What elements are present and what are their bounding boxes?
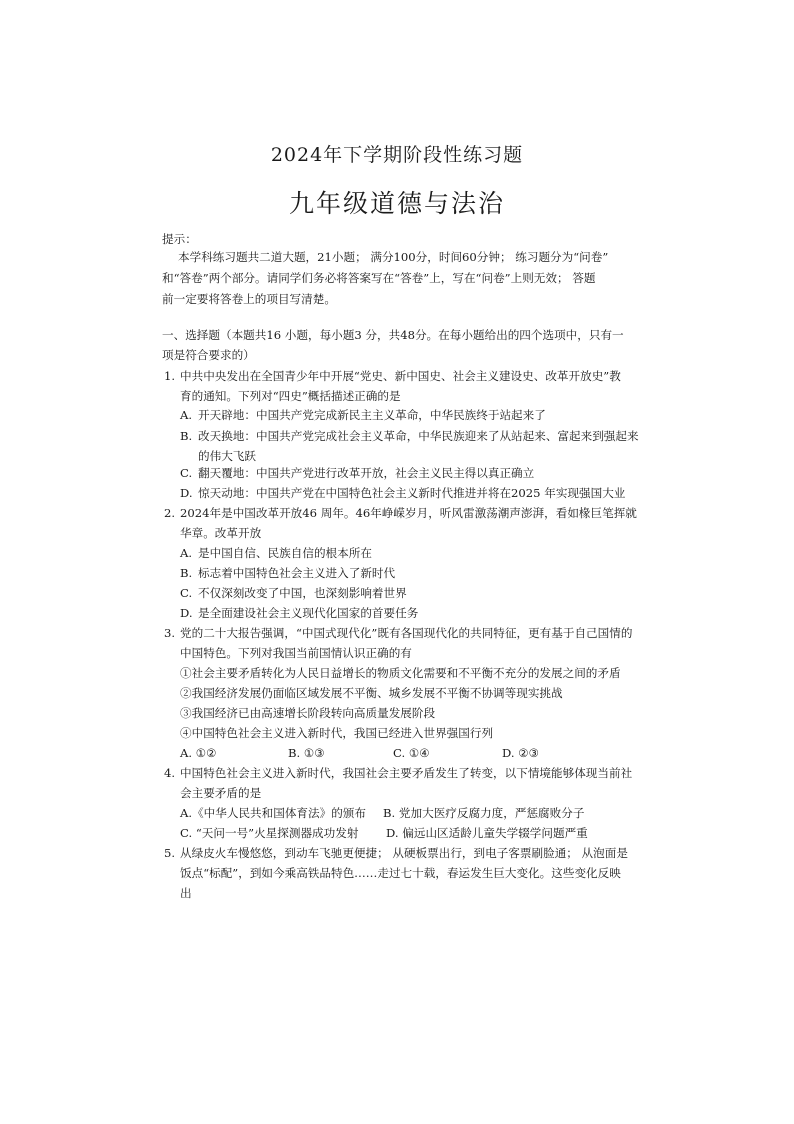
option-b: B. 标志着中国特色社会主义进入了新时代 bbox=[180, 566, 396, 580]
question-number: 2. bbox=[164, 506, 176, 520]
option-b: B. 改天换地：中国共产党完成社会主义革命，中华民族迎来了从站起来、富起来到强起来 bbox=[180, 429, 639, 443]
question-number: 4. bbox=[164, 766, 176, 780]
option-a: A.《中华人民共和国体育法》的颁布 bbox=[180, 806, 366, 820]
question-stem: 华章。改革开放 bbox=[180, 526, 262, 540]
option-b: B. 党加大医疗反腐力度，严惩腐败分子 bbox=[383, 806, 585, 820]
option-d: D. 是全面建设社会主义现代化国家的首要任务 bbox=[180, 606, 419, 620]
question-stem: 育的通知。下列对“四史”概括描述正确的是 bbox=[180, 389, 401, 403]
option-c: C. 翻天覆地：中国共产党进行改革开放，社会主义民主得以真正确立 bbox=[180, 466, 535, 480]
option-b: B. ①③ bbox=[288, 746, 325, 760]
question-1 bbox=[164, 366, 621, 386]
question-number: 1. bbox=[164, 369, 176, 383]
option-c: C. ①④ bbox=[393, 746, 430, 760]
exam-title: 2024年下学期阶段性练习题 bbox=[270, 144, 524, 166]
hint-line: 前一定要将答卷上的项目写清楚。 bbox=[162, 292, 336, 306]
question-stem: 饭点“标配”，到如今乘高铁品特色……走过七十载，春运发生巨大变化。这些变化反映 bbox=[180, 866, 621, 880]
option-c: C. 不仅深刻改变了中国，也深刻影响着世界 bbox=[180, 586, 407, 600]
subject-title: 九年级道德与法治 bbox=[288, 189, 505, 218]
question-stem: 出 bbox=[180, 886, 192, 900]
statement-item: ④中国特色社会主义进入新时代，我国已经进入世界强国行列 bbox=[180, 726, 494, 740]
option-d: D. 偏远山区适龄儿童失学辍学问题严重 bbox=[386, 826, 588, 840]
option-b-cont: 的伟大飞跃 bbox=[198, 449, 256, 463]
question-stem: 党的二十大报告强调，“中国式现代化”既有各国现代化的共同特征，更有基于自己国情的 bbox=[180, 626, 633, 640]
option-d: D. ②③ bbox=[502, 746, 540, 760]
option-a: A. 是中国自信、民族自信的根本所在 bbox=[180, 546, 372, 560]
question-3 bbox=[164, 623, 632, 643]
question-stem: 中共中央发出在全国青少年中开展“党史、新中国史、社会主义建设史、改革开放史”教 bbox=[180, 369, 621, 383]
question-stem: 从绿皮火车慢悠悠，到动车飞驰更便捷； 从硬板票出行，到电子客票刷脸通； 从泡面是 bbox=[180, 846, 628, 860]
statement-item: ②我国经济发展仍面临区域发展不平衡、城乡发展不平衡不协调等现实挑战 bbox=[180, 686, 563, 700]
question-number: 3. bbox=[164, 626, 176, 640]
option-c: C. “天问一号”火星探测器成功发射 bbox=[180, 826, 359, 840]
question-stem: 中国特色。下列对我国当前国情认识正确的有 bbox=[180, 646, 412, 660]
hint-line: 本学科练习题共二道大题，21小题； 满分100分，时间60分钟； 练习题分为“问卷” bbox=[178, 250, 609, 264]
hint-label: 提示： bbox=[162, 232, 197, 246]
section-heading: 项是符合要求的） bbox=[162, 348, 255, 362]
question-stem: 会主要矛盾的是 bbox=[180, 786, 262, 800]
section-heading: 一、选择题（本题共16 小题，每小题3 分，共48分。在每小题给出的四个选项中，只有一 bbox=[162, 328, 624, 342]
hint-line: 和“答卷”两个部分。请同学们务必将答案写在“答卷”上，写在“问卷”上则无效； 答题 bbox=[162, 271, 596, 285]
question-5 bbox=[164, 843, 628, 863]
option-d: D. 惊天动地：中国共产党在中国特色社会主义新时代推进并将在2025 年实现强国大业 bbox=[180, 486, 626, 500]
question-stem: 2024年是中国改革开放46 周年。46年峥嵘岁月，听风雷激荡潮声澎湃，看如椽巨笔挥就 bbox=[180, 506, 637, 520]
question-2 bbox=[164, 503, 637, 523]
question-4 bbox=[164, 763, 632, 783]
statement-item: ③我国经济已由高速增长阶段转向高质量发展阶段 bbox=[180, 706, 436, 720]
statement-item: ①社会主要矛盾转化为人民日益增长的物质文化需要和不平衡不充分的发展之间的矛盾 bbox=[180, 666, 621, 680]
option-a: A. 开天辟地：中国共产党完成新民主主义革命，中华民族终于站起来了 bbox=[180, 408, 546, 422]
question-stem: 中国特色社会主义进入新时代，我国社会主要矛盾发生了转变，以下情境能够体现当前社 bbox=[180, 766, 633, 780]
question-number: 5. bbox=[164, 846, 176, 860]
option-a: A. ①② bbox=[180, 746, 217, 760]
